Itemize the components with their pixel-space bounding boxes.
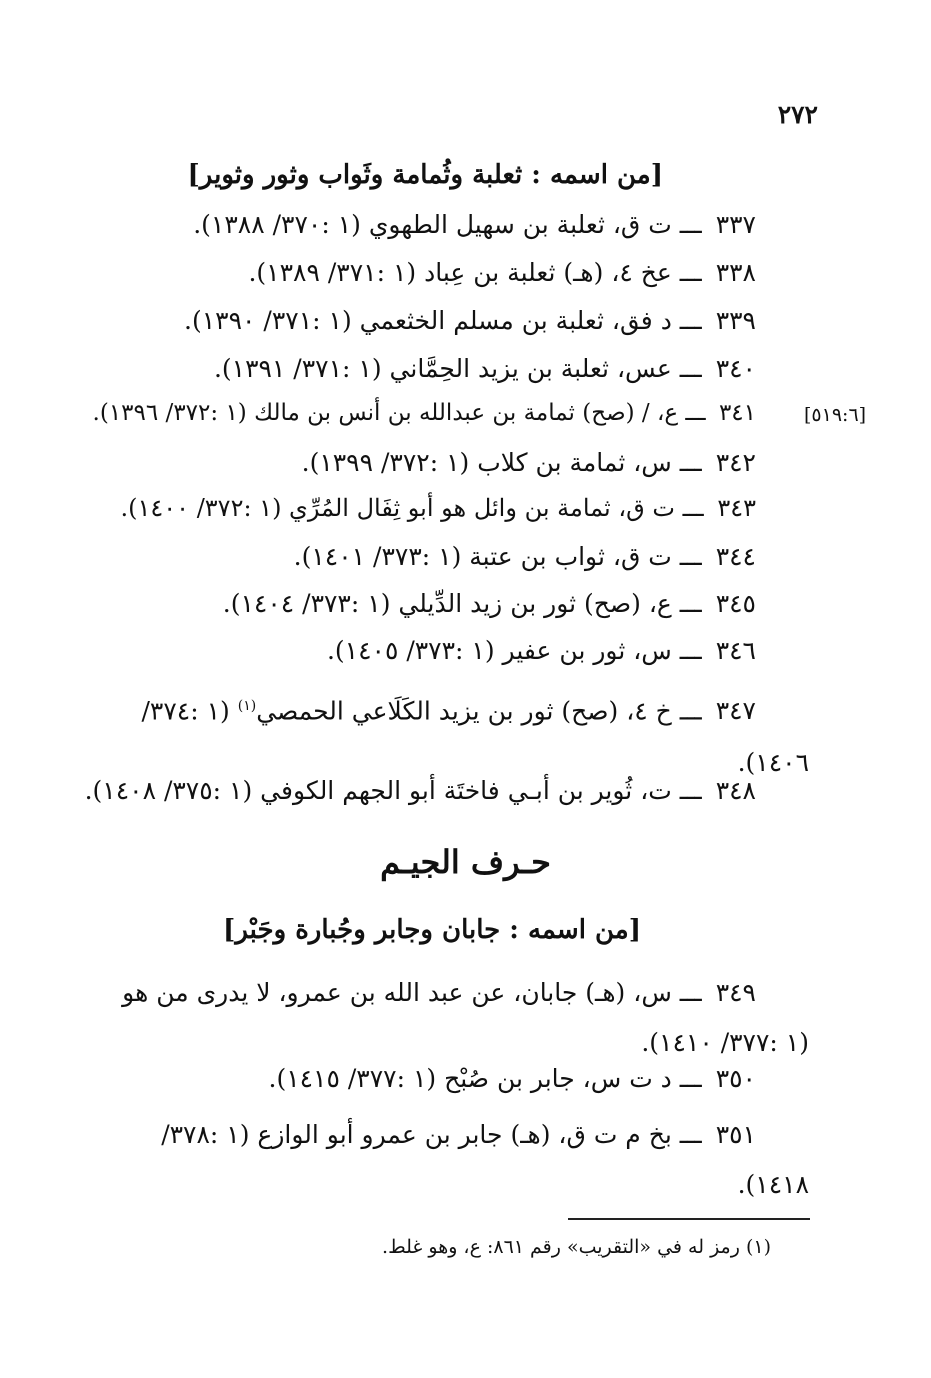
entry-text: ـــ د ت س، جابر بن صُبْح (١ :٣٧٧/ ١٤١٥). — [268, 1064, 702, 1093]
entry-345 — [223, 589, 756, 618]
entry-351 — [109, 1110, 809, 1210]
entry-text: ـــ عس، ثعلبة بن يزيد الحِمَّاني (١ :٣٧١/ ١٣٩١). — [213, 354, 702, 383]
entry-text: ـــ ع، (صح) ثور بن زيد الدِّيلي (١ :٣٧٣/ ١٤٠٤). — [222, 589, 702, 618]
entry-text: ـــ خ ٤، (صح) ثور بن يزيد الكَلَاعي الحمصي — [256, 696, 702, 726]
entry-text: ـــ ت، ثُوير بن أبـي فاختَة أبو الجهم الكوفي (١ :٣٧٥/ ١٤٠٨). — [84, 776, 702, 805]
entry-number: ٣٤٩ — [715, 978, 756, 1007]
entry-337 — [193, 210, 756, 239]
entry-346 — [327, 636, 756, 665]
footnote: (١) رمز له في «التقريب» رقم ٨٦١: ع، وهو غلط. — [382, 1236, 771, 1258]
entry-number: ٣٤٧ — [715, 696, 756, 726]
section-title: حـرف الجيـم — [380, 843, 551, 881]
footnote-divider — [568, 1218, 810, 1220]
entry-347 — [109, 680, 809, 789]
entry-number: ٣٥٠ — [715, 1064, 756, 1093]
entry-341 — [93, 400, 756, 426]
entry-343 — [121, 494, 757, 522]
entry-number: ٣٤١ — [718, 400, 756, 426]
group-heading-tha: [من اسمه : ثعلبة وثُمامة وثَواب وثور وثوير] — [187, 160, 663, 190]
entry-344 — [294, 542, 756, 571]
entry-number: ٣٤٦ — [715, 636, 756, 665]
entry-number: ٣٤٣ — [717, 494, 756, 522]
entry-citation: (١ :٣٧٤/ ١٤٠٦). — [141, 696, 809, 778]
entry-348 — [85, 776, 756, 805]
group-heading-jim: [من اسمه : جابان وجابر وجُبارة وجَبْر] — [223, 915, 641, 945]
entry-number: ٣٤٢ — [715, 448, 756, 477]
entry-342 — [302, 448, 756, 477]
entry-340 — [214, 354, 756, 383]
entry-text: ـــ ع، / (صح) ثمامة بن عبدالله بن أنس بن مالك (١ :٣٧٢/ ١٣٩٦). — [92, 400, 706, 426]
entry-text: ـــ ت ق، ثمامة بن وائل هو أبو ثِفَال المُرِّي (١ :٣٧٢/ ١٤٠٠). — [120, 494, 704, 522]
entry-number: ٣٣٩ — [715, 306, 756, 335]
entry-number: ٣٤٤ — [715, 542, 756, 571]
entry-text: ـــ ت ق، ثواب بن عتبة (١ :٣٧٣/ ١٤٠١). — [293, 542, 702, 571]
page-number: ٢٧٢ — [777, 100, 818, 129]
entry-number: ٣٤٥ — [715, 589, 756, 618]
entry-text: ـــ عخ ٤، (هـ) ثعلبة بن عِباد (١ :٣٧١/ ١٣٨٩). — [248, 258, 702, 287]
entry-350 — [269, 1064, 757, 1093]
entry-text: ـــ د فق، ثعلبة بن مسلم الخثعمي (١ :٣٧١/ ١٣٩٠). — [184, 306, 702, 335]
entry-339 — [184, 306, 756, 335]
margin-reference: [٥١٩:٦] — [804, 404, 867, 426]
entry-349 — [109, 968, 809, 1068]
entry-text: ـــ بخ م ت ق، (هـ) جابر بن عمرو أبو الوازع (١ :٣٧٨/ ١٤١٨). — [161, 1120, 809, 1199]
footnote-marker: (١) — [237, 698, 257, 714]
entry-number: ٣٥١ — [715, 1120, 756, 1149]
entry-number: ٣٣٨ — [715, 258, 756, 287]
entry-text: ـــ س، ثور بن عفير (١ :٣٧٣/ ١٤٠٥). — [326, 636, 702, 665]
entry-number: ٣٣٧ — [715, 210, 756, 239]
entry-number: ٣٤٨ — [715, 776, 756, 805]
entry-338 — [248, 258, 756, 287]
entry-number: ٣٤٠ — [715, 354, 756, 383]
entry-text: ـــ س، ثمامة بن كلاب (١ :٣٧٢/ ١٣٩٩). — [301, 448, 702, 477]
entry-text: ـــ س، (هـ) جابان، عن عبد الله بن عمرو، لا يدرى من هو (١ :٣٧٧/ ١٤١٠). — [122, 978, 809, 1057]
entry-text: ـــ ت ق، ثعلبة بن سهيل الطهوي (١ :٣٧٠/ ١٣٨٨). — [193, 210, 702, 239]
